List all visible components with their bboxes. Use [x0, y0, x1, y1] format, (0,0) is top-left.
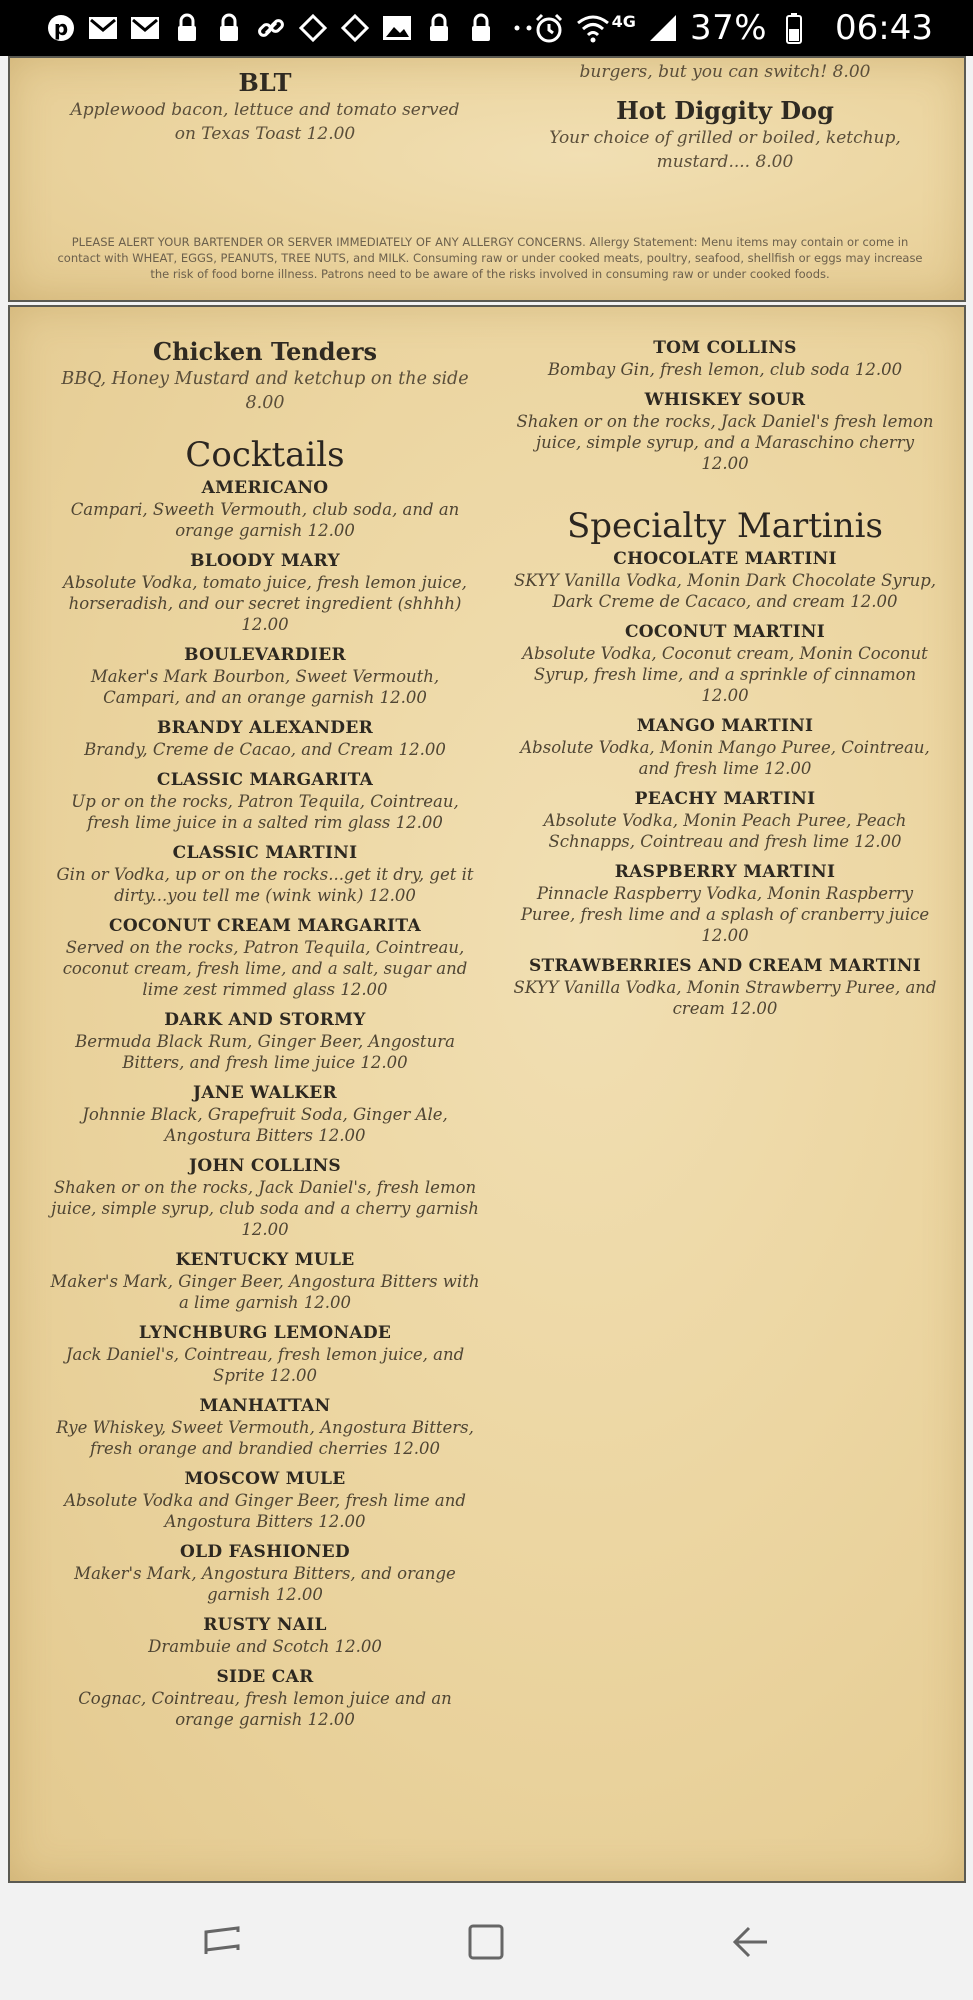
recent-apps-icon[interactable] [187, 1907, 257, 1977]
battery-icon [777, 11, 811, 45]
lock-icon [464, 11, 498, 45]
menu-item-desc: Absolute Vodka, Monin Mango Puree, Cointreau, and fresh lime 12.00 [520, 738, 930, 778]
menu-item-desc: Bermuda Black Rum, Ginger Beer, Angostura Bitters, and fresh lime juice 12.00 [75, 1032, 455, 1072]
signal-icon [646, 11, 680, 45]
network-type-label: 4G [611, 11, 636, 31]
right-top-list [510, 337, 940, 474]
home-icon[interactable] [451, 1907, 521, 1977]
menu-item-name: BRANDY ALEXANDER [156, 718, 374, 738]
menu-item-jane-walker [50, 1082, 480, 1146]
menu-item-john-collins [50, 1155, 480, 1240]
gmail-icon [86, 11, 120, 45]
menu-item-name: RASPBERRY MARTINI [614, 862, 836, 882]
menu-item-desc: Maker's Mark Bourbon, Sweet Vermouth, Campari, and an orange garnish 12.00 [90, 667, 440, 707]
status-bar [0, 0, 973, 56]
menu-item-desc: Rye Whiskey, Sweet Vermouth, Angostura Bitters, fresh orange and brandied cherries 12.00 [56, 1418, 474, 1458]
menu-item-bloody-mary [50, 550, 480, 635]
menu-item-lynchburg-lemonade [50, 1322, 480, 1386]
menu-item-desc: Maker's Mark, Angostura Bitters, and orange garnish 12.00 [74, 1564, 456, 1604]
link-icon [254, 11, 288, 45]
menu-item-dark-and-stormy [50, 1009, 480, 1073]
chicken-tenders-title: Chicken Tenders [152, 337, 377, 366]
menu-item-name: WHISKEY SOUR [644, 390, 806, 410]
menu-item-desc: Absolute Vodka, Monin Peach Puree, Peach Schnapps, Cointreau and fresh lime 12.00 [543, 811, 907, 851]
menu-item-desc: Johnnie Black, Grapefruit Soda, Ginger Ale, Angostura Bitters 12.00 [82, 1105, 448, 1145]
lock-icon [212, 11, 246, 45]
gmail-icon [128, 11, 162, 45]
pinterest-icon [44, 11, 78, 45]
menu-item-name: SIDE CAR [216, 1667, 314, 1687]
menu-item-coconut-cream-margarita [50, 915, 480, 1000]
menu-item-name: RUSTY NAIL [203, 1615, 327, 1635]
blt-section [50, 68, 480, 146]
menu-item-name: DARK AND STORMY [164, 1010, 366, 1030]
menu-item-name: JANE WALKER [193, 1083, 337, 1103]
menu-item-name: TOM COLLINS [653, 338, 797, 358]
menu-item-kentucky-mule [50, 1249, 480, 1313]
svg-text:p: p [53, 16, 69, 40]
blt-title: BLT [238, 68, 292, 97]
menu-item-peachy-martini [510, 788, 940, 852]
blt-desc: Applewood bacon, lettuce and tomato served on Texas Toast 12.00 [70, 100, 460, 144]
menu-item-desc: SKYY Vanilla Vodka, Monin Dark Chocolate Syrup, Dark Creme de Cacaco, and cream 12.00 [513, 571, 937, 611]
menu-item-whiskey-sour [510, 389, 940, 474]
menu-item-desc: Bombay Gin, fresh lemon, club soda 12.00 [547, 360, 903, 379]
diamond-icon [338, 11, 372, 45]
menu-item-name: MOSCOW MULE [184, 1469, 346, 1489]
wifi-icon [576, 11, 610, 45]
lock-icon [422, 11, 456, 45]
menu-item-name: OLD FASHIONED [180, 1542, 350, 1562]
menu-item-name: COCONUT MARTINI [624, 622, 826, 642]
allergy-notice: PLEASE ALERT YOUR BARTENDER OR SERVER IMMEDIATELY OF ANY ALLERGY CONCERNS. Allergy Statement: Menu items may contain or come in contact with WHEAT, EGGS, PEANUTS, TREE NUTS, and MILK. Consuming raw or under cooked meats, poultry, seafood, shellfish or eggs may increase the risk of food borne illness. Patrons need to be aware of the risks involved in consuming raw or under cooked foods. [57, 235, 923, 281]
lock-icon [170, 11, 204, 45]
menu-item-desc: Campari, Sweeth Vermouth, club soda, and an orange garnish 12.00 [70, 500, 460, 540]
menu-item-name: STRAWBERRIES AND CREAM MARTINI [528, 956, 922, 976]
menu-item-name: COCONUT CREAM MARGARITA [109, 916, 421, 936]
menu-item-mango-martini [510, 715, 940, 779]
menu-item-desc: Cognac, Cointreau, fresh lemon juice and an orange garnish 12.00 [78, 1689, 452, 1729]
menu-item-coconut-martini [510, 621, 940, 706]
cocktail-list [50, 477, 480, 1730]
system-status [532, 0, 933, 56]
hot-dog-title: Hot Diggity Dog [616, 96, 834, 125]
menu-item-chocolate-martini [510, 548, 940, 612]
menu-item-name: CLASSIC MARTINI [172, 843, 358, 863]
menu-item-name: JOHN COLLINS [189, 1156, 341, 1176]
menu-item-side-car [50, 1666, 480, 1730]
martini-list [510, 548, 940, 1019]
menu-item-desc: Pinnacle Raspberry Vodka, Monin Raspberry Puree, fresh lime and a splash of cranberry juice 12.00 [520, 884, 930, 945]
specialty-martinis-heading: Specialty Martinis [566, 506, 883, 546]
battery-percent: 37% [689, 8, 768, 48]
alarm-icon [532, 11, 566, 45]
menu-item-name: MANHATTAN [199, 1396, 331, 1416]
menu-item-desc: Brandy, Creme de Cacao, and Cream 12.00 [84, 740, 446, 759]
menu-item-name: AMERICANO [201, 478, 329, 498]
hot-dog-section [510, 60, 940, 174]
menu-item-desc: Absolute Vodka, Coconut cream, Monin Coconut Syrup, fresh lime, and a sprinkle of cinnamon 12.00 [522, 644, 928, 705]
menu-item-desc: Served on the rocks, Patron Tequila, Cointreau, coconut cream, fresh lime, and a salt, sugar and lime zest rimmed glass 12.00 [62, 938, 468, 999]
menu-item-boulevardier [50, 644, 480, 708]
menu-item-desc: Absolute Vodka and Ginger Beer, fresh lime and Angostura Bitters 12.00 [64, 1491, 466, 1531]
menu-item-desc: Absolute Vodka, tomato juice, fresh lemon juice, horseradish, and our secret ingredient (shhhh) 12.00 [63, 573, 467, 634]
menu-item-desc: Shaken or on the rocks, Jack Daniel's, fresh lemon juice, simple syrup, club soda and a cherry garnish 12.00 [51, 1178, 479, 1239]
right-column [510, 337, 940, 1028]
menu-item-name: MANGO MARTINI [636, 716, 814, 736]
menu-item-name: CLASSIC MARGARITA [156, 770, 374, 790]
menu-item-name: KENTUCKY MULE [175, 1250, 355, 1270]
menu-item-name: BOULEVARDIER [184, 645, 346, 665]
left-column [50, 337, 480, 1739]
chicken-tenders-desc: BBQ, Honey Mustard and ketchup on the side 8.00 [61, 369, 469, 413]
menu-item-desc: Jack Daniel's, Cointreau, fresh lemon juice, and Sprite 12.00 [65, 1345, 465, 1385]
clock: 06:43 [835, 8, 933, 48]
menu-item-classic-martini [50, 842, 480, 906]
burgers-desc-tail: burgers, but you can switch! 8.00 [579, 62, 871, 82]
menu-item-name: CHOCOLATE MARTINI [613, 549, 837, 569]
menu-item-name: LYNCHBURG LEMONADE [138, 1323, 392, 1343]
notification-icons [0, 11, 540, 45]
menu-item-strawberries-and-cream-martini [510, 955, 940, 1019]
menu-item-desc: Gin or Vodka, up or on the rocks...get it dry, get it dirty...you tell me (wink wink) 12.00 [56, 865, 474, 905]
image-icon [380, 11, 414, 45]
cocktails-heading: Cocktails [185, 435, 345, 475]
back-icon[interactable] [716, 1907, 786, 1977]
menu-item-old-fashioned [50, 1541, 480, 1605]
menu-item-name: BLOODY MARY [190, 551, 340, 571]
menu-item-brandy-alexander [50, 717, 480, 760]
diamond-icon [296, 11, 330, 45]
menu-item-desc: Up or on the rocks, Patron Tequila, Cointreau, fresh lime juice in a salted rim glass 12.00 [71, 792, 459, 832]
menu-item-classic-margarita [50, 769, 480, 833]
menu-item-desc: Drambuie and Scotch 12.00 [148, 1637, 382, 1656]
hot-dog-desc: Your choice of grilled or boiled, ketchup, mustard.... 8.00 [549, 128, 901, 172]
menu-page-drinks [8, 305, 966, 1883]
menu-item-desc: Maker's Mark, Ginger Beer, Angostura Bitters with a lime garnish 12.00 [50, 1272, 480, 1312]
menu-item-manhattan [50, 1395, 480, 1459]
menu-item-name: PEACHY MARTINI [634, 789, 816, 809]
menu-item-tom-collins [510, 337, 940, 380]
menu-item-desc: SKYY Vanilla Vodka, Monin Strawberry Puree, and cream 12.00 [513, 978, 937, 1018]
menu-item-rusty-nail [50, 1614, 480, 1657]
menu-item-americano [50, 477, 480, 541]
menu-item-desc: Shaken or on the rocks, Jack Daniel's fresh lemon juice, simple syrup, and a Maraschino cherry 12.00 [516, 412, 934, 473]
menu-item-raspberry-martini [510, 861, 940, 946]
navigation-bar [0, 1883, 973, 2000]
menu-item-moscow-mule [50, 1468, 480, 1532]
menu-page-top [8, 56, 966, 302]
